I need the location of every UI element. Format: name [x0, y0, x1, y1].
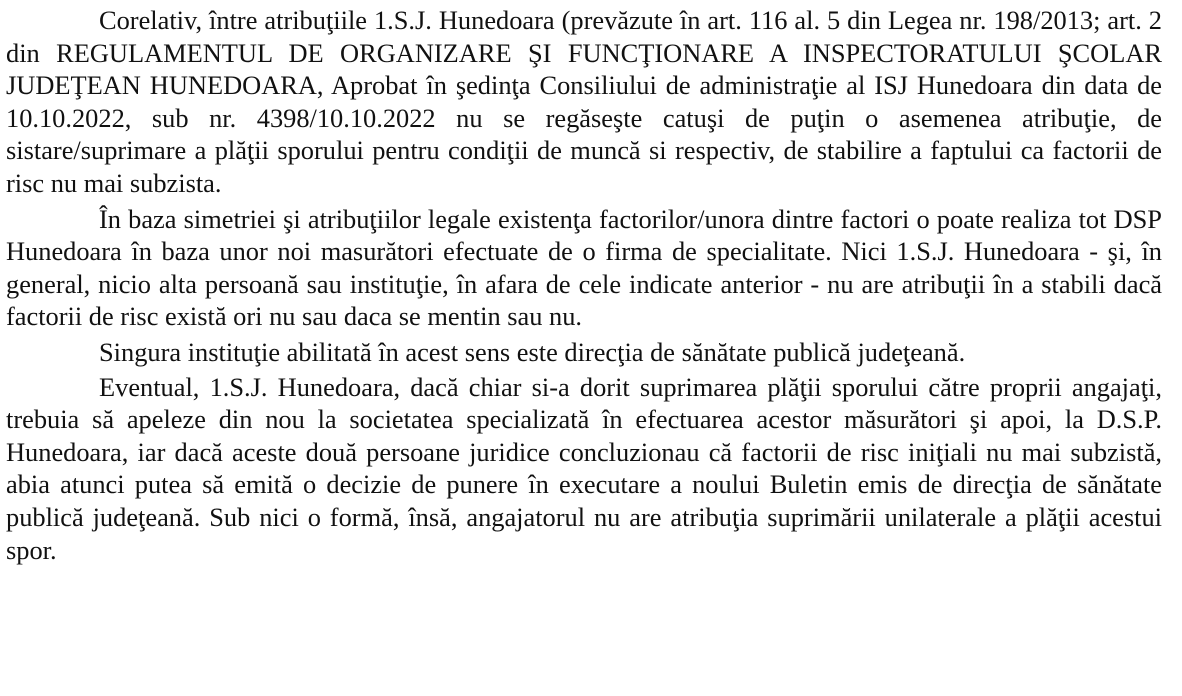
paragraph-2: În baza simetriei şi atribuţiilor legale existenţa factorilor/unora dintre factori o poate realiza tot DSP Hunedoara în baza unor noi masurători efectuate de o firma de specialitate. Nici 1.S.J. Hunedoara - şi, în general, nicio alta persoană sau instituţie, în afara de cele indicate anterior - nu are atribuţii în a stabili dacă factorii de risc există ori nu sau daca se mentin sau nu.	[6, 203, 1162, 332]
paragraph-3: Singura instituţie abilitată în acest sens este direcţia de sănătate publică judeţeană.	[99, 336, 966, 367]
document-body	[6, 4, 1162, 569]
paragraph-4: Eventual, 1.S.J. Hunedoara, dacă chiar si-a dorit suprimarea plăţii sporului către proprii angajaţi, trebuia să apeleze din nou la societatea specializată în efectuarea acestor măsurători şi apoi, la D.S.P. Hunedoara, iar dacă aceste două persoane juridice concluzionau că factorii de risc iniţiali nu mai subzistă, abia atunci putea să emită o decizie de punere în executare a noului Buletin emis de direcţia de sănătate publică judeţeană. Sub nici o formă, însă, angajatorul nu are atribuţia suprimării unilaterale a plăţii acestui spor.	[6, 371, 1162, 565]
paragraph-1: Corelativ, între atribuţiile 1.S.J. Hunedoara (prevăzute în art. 116 al. 5 din Legea nr. 198/2013; art. 2 din REGULAMENTUL DE ORGANIZARE ŞI FUNCŢIONARE A INSPECTORATULUI ŞCOLAR JUDEŢEAN HUNEDOARA, Aprobat în şedinţa Consiliului de administraţie al ISJ Hunedoara din data de 10.10.2022, sub nr. 4398/10.10.2022 nu se regăseşte catuşi de puţin o asemenea atribuţie, de sistare/suprimare a plăţii sporului pentru condiţii de muncă si respectiv, de stabilire a faptului ca factorii de risc nu mai subzista.	[6, 5, 1162, 198]
